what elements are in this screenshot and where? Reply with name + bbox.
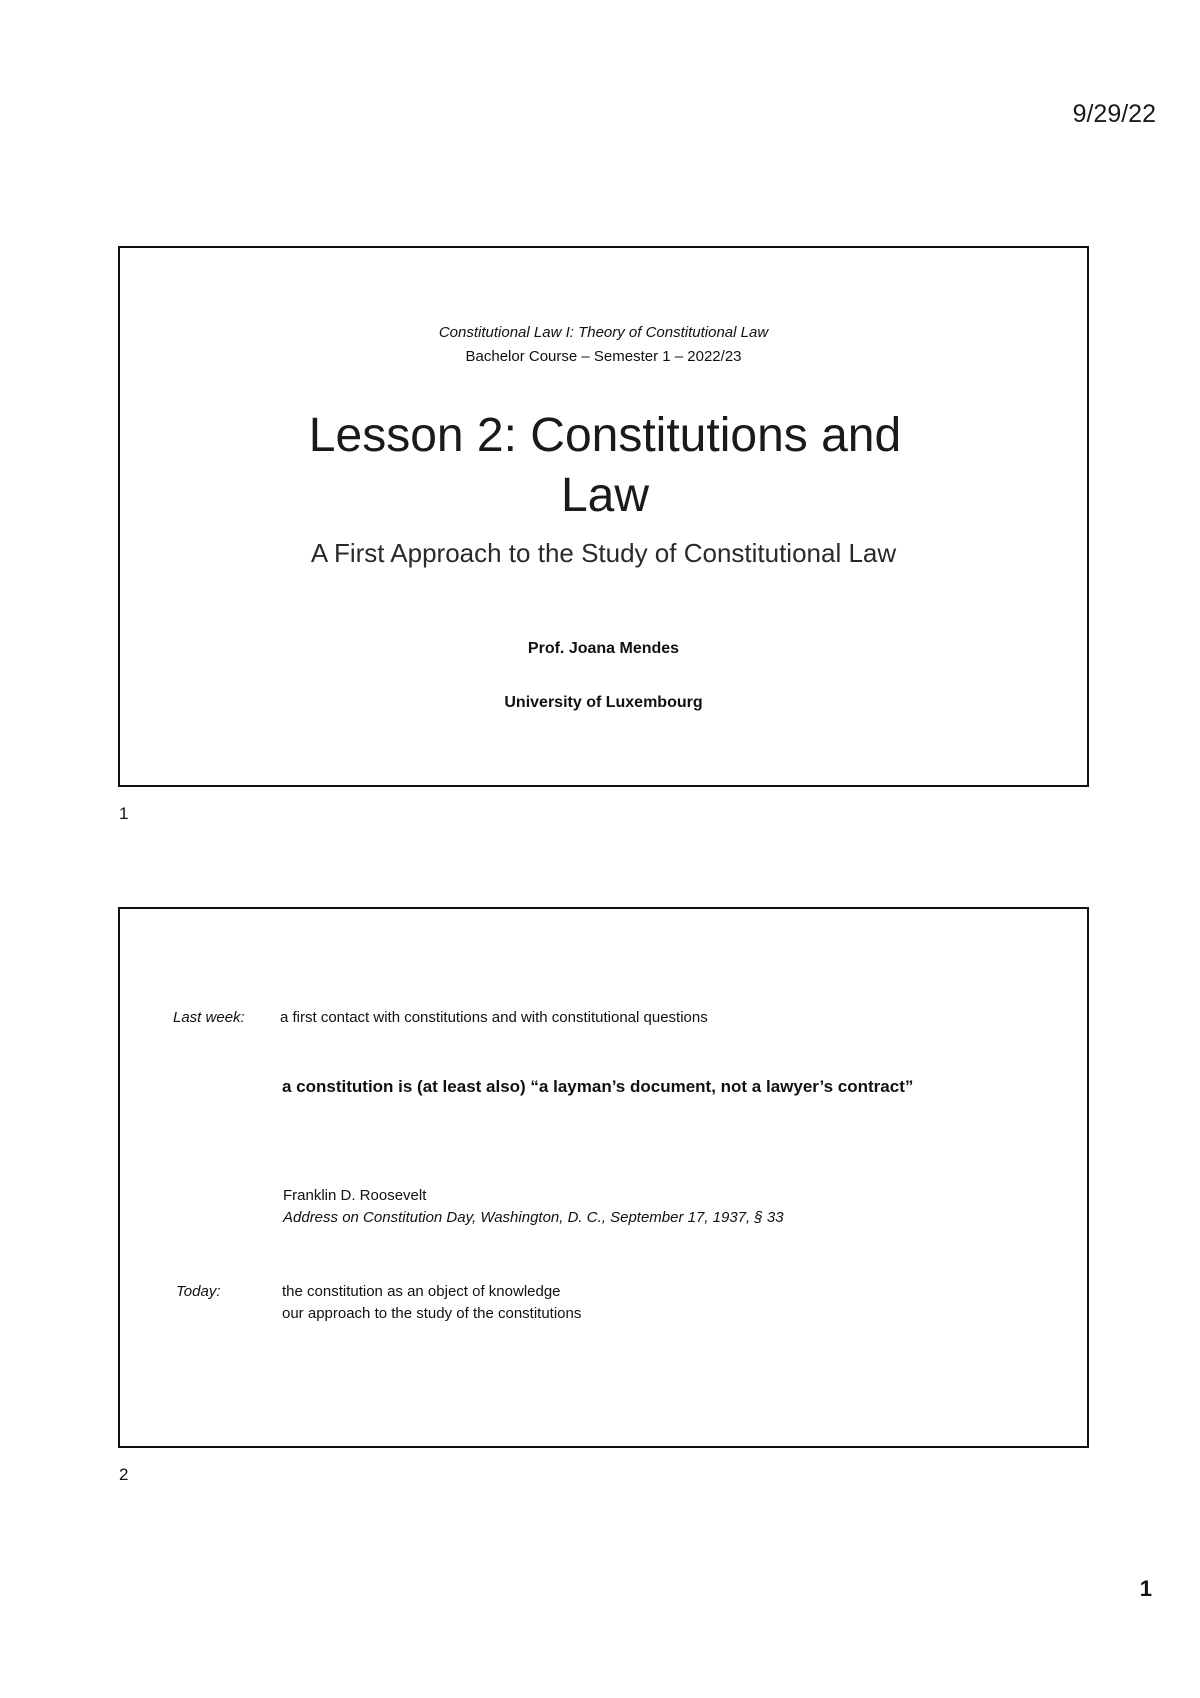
today-item: the constitution as an object of knowledge <box>282 1283 561 1300</box>
slide-1 <box>118 246 1089 787</box>
last-week-label: Last week: <box>173 1009 245 1026</box>
quote-author: Franklin D. Roosevelt <box>283 1187 427 1204</box>
roosevelt-quote: a constitution is (at least also) “a layman’s document, not a lawyer’s contract” <box>282 1077 914 1096</box>
page-number: 1 <box>1139 1576 1152 1601</box>
slide-number: 2 <box>119 1465 129 1484</box>
lesson-title: Lesson 2: Constitutions and Law <box>308 409 902 522</box>
last-week-text: a first contact with constitutions and with constitutional questions <box>280 1009 708 1026</box>
page-date: 9/29/22 <box>1072 100 1156 128</box>
today-label: Today: <box>176 1283 221 1300</box>
slide-number: 1 <box>119 804 129 823</box>
quote-source: Address on Constitution Day, Washington, D. C., September 17, 1937, § 33 <box>283 1209 784 1226</box>
professor-name: Prof. Joana Mendes <box>527 640 680 657</box>
slide-2 <box>118 907 1089 1448</box>
course-term: Bachelor Course – Semester 1 – 2022/23 <box>465 348 742 365</box>
today-item: our approach to the study of the constitutions <box>282 1305 582 1322</box>
lesson-subtitle: A First Approach to the Study of Constitutional Law <box>310 538 897 568</box>
course-title: Constitutional Law I: Theory of Constitutional Law <box>438 324 769 341</box>
university-name: University of Luxembourg <box>504 694 703 711</box>
